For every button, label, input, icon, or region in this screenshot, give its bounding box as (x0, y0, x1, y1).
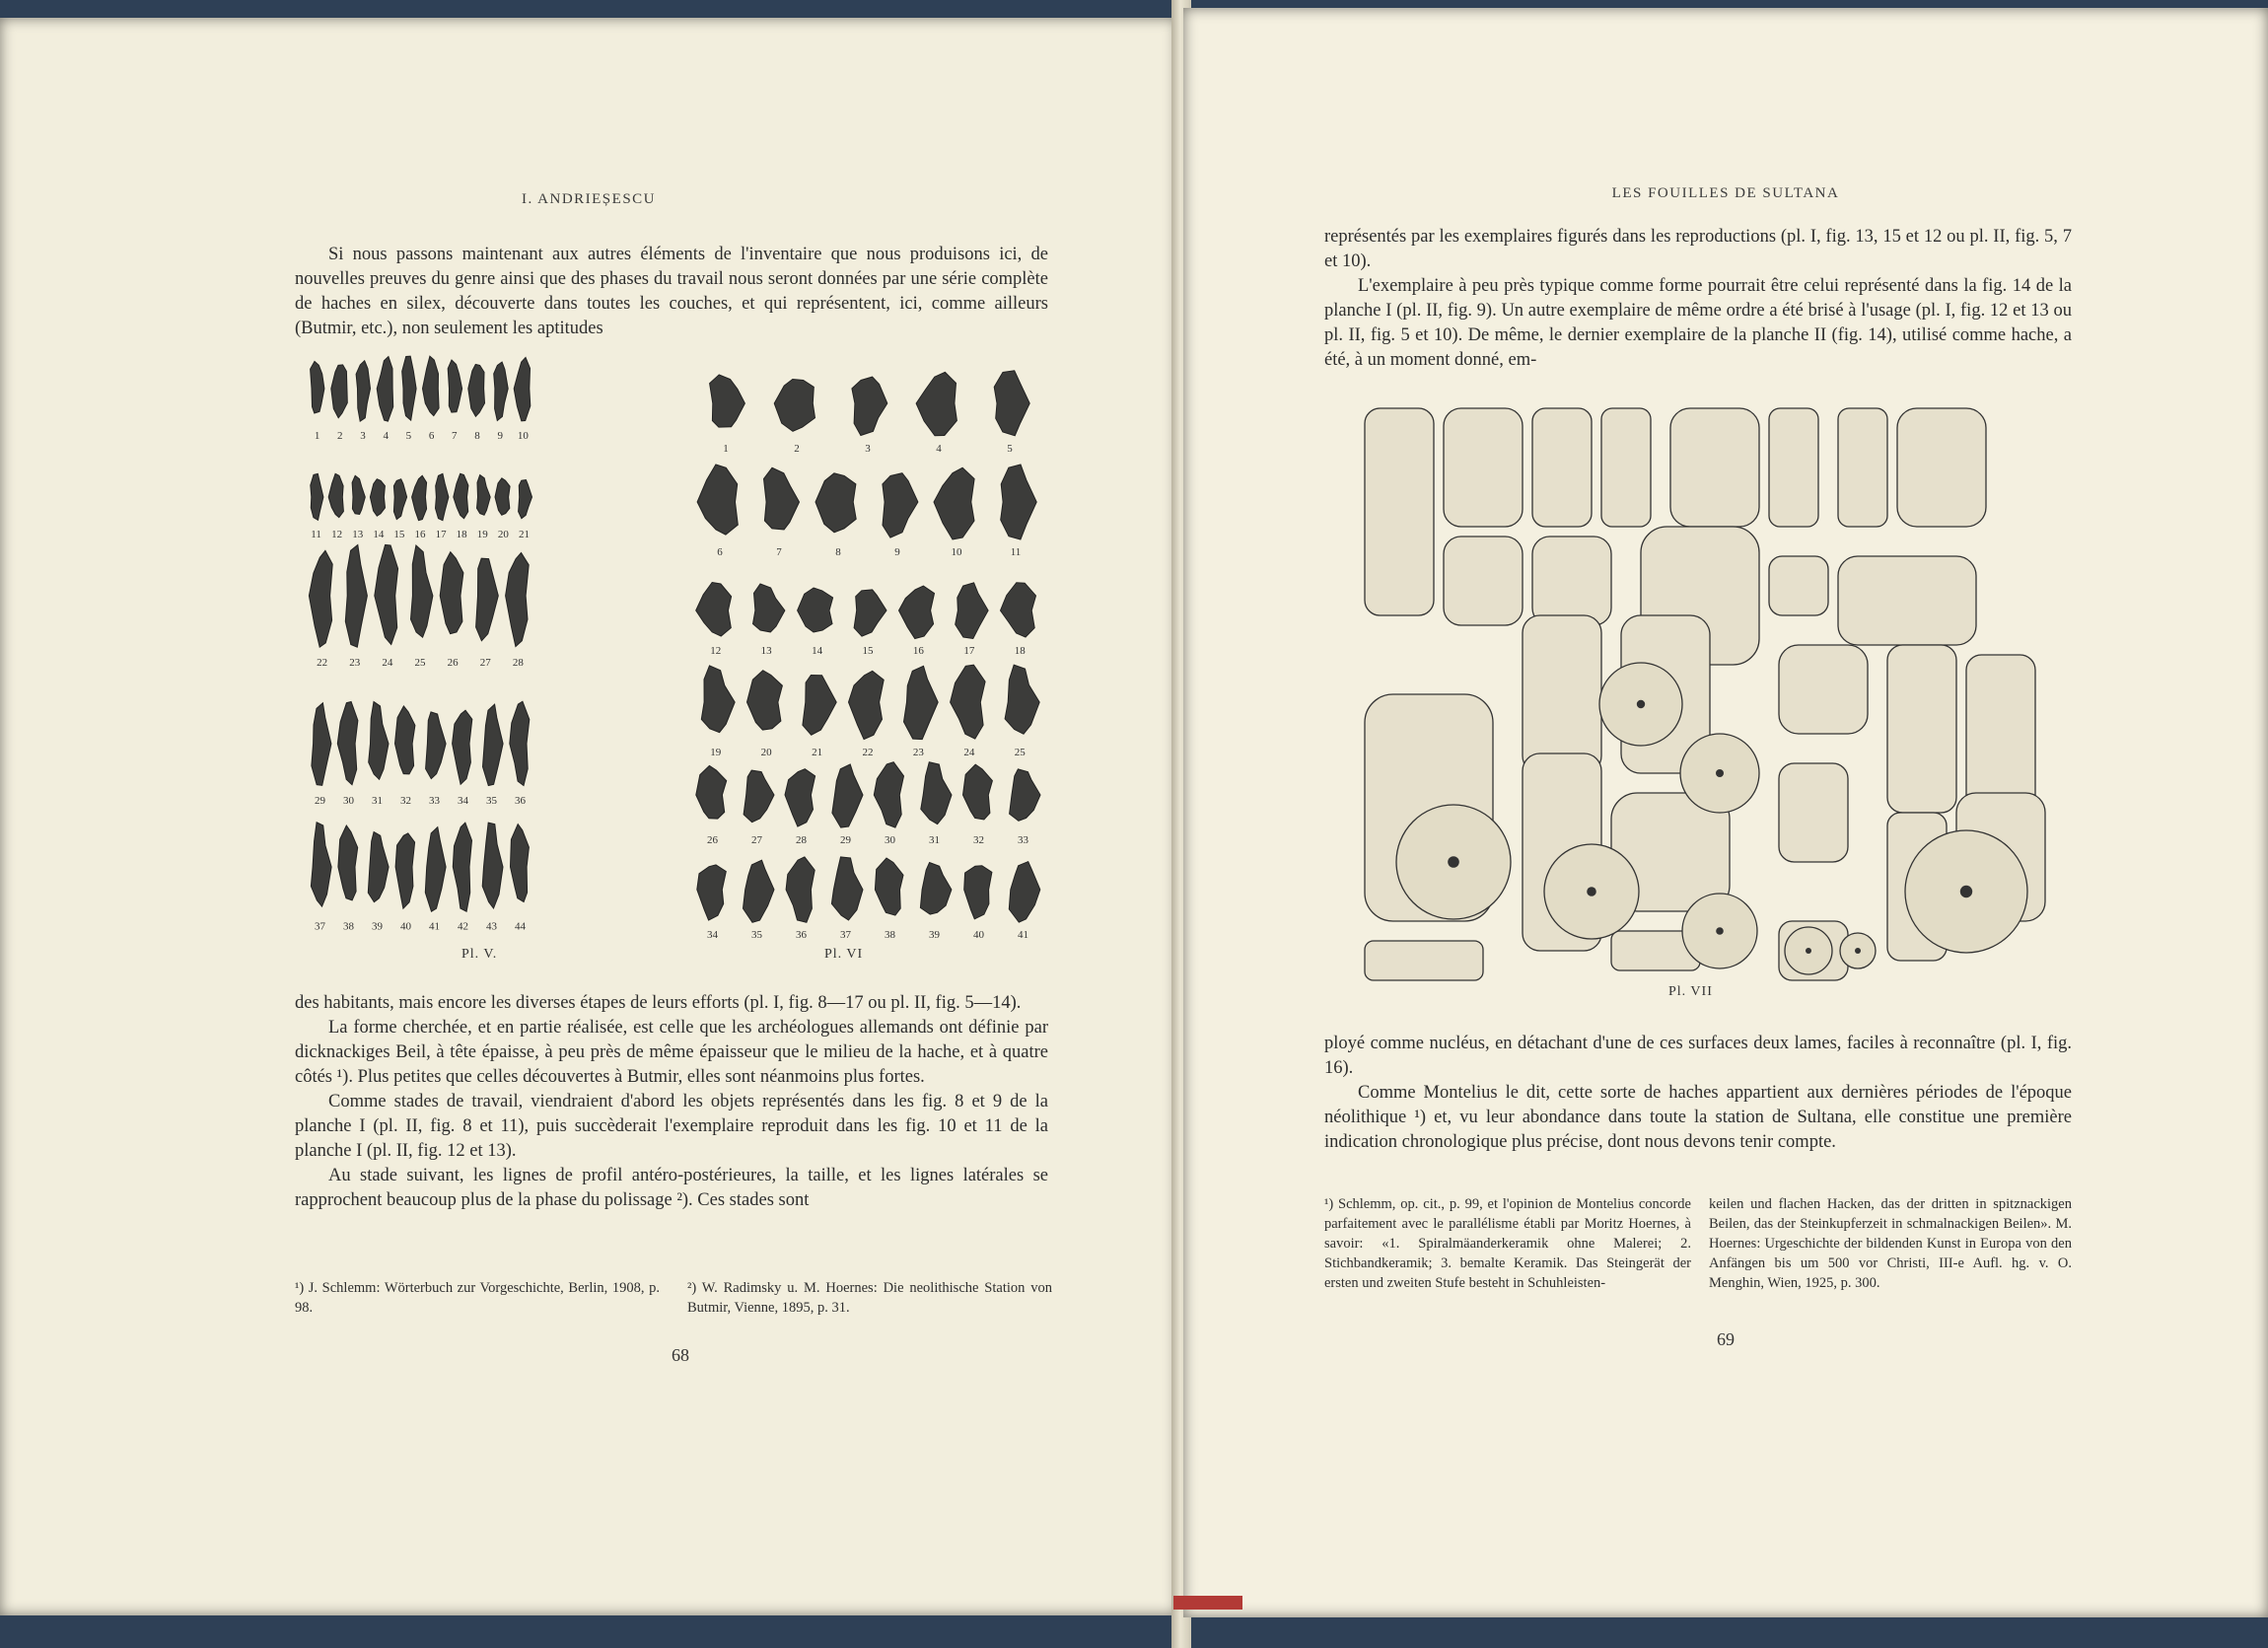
paragraph-intro: Si nous passons maintenant aux autres éléments de l'inventaire que nous produisons ici, de nouvelles preuves du genre ainsi que des phases du travail nous seront données par une série complète de haches en silex, découverte dans toutes les couches, et qui représentent, ici, comme ailleurs (Butmir, etc.), non seulement les aptitudes (295, 245, 1048, 338)
plate-v-tool (495, 478, 510, 516)
plate-vi-figure-label: 1 (723, 443, 729, 455)
plate-v-tool (311, 823, 331, 906)
plate-vii-tool (1779, 645, 1868, 734)
plate-v-figure-label: 28 (512, 657, 524, 669)
plate-vii-caption: Pl. VII (1668, 984, 1713, 999)
binding-tape (1173, 1596, 1242, 1610)
plate-vi-tool (696, 765, 727, 819)
plate-v-figure-label: 4 (383, 430, 389, 442)
running-head: LES FOUILLES DE SULTANA (1611, 185, 1840, 201)
plate-vi-tool (753, 584, 785, 632)
plate-vi-tool (964, 866, 992, 919)
left-page (0, 18, 1177, 1615)
plate-vii-tool (1769, 556, 1828, 615)
plate-vi-figure-label: 16 (912, 645, 924, 657)
plate-vi (696, 371, 1040, 941)
plate-vi-figure-label: 4 (936, 443, 942, 455)
plate-v-vi-figure (296, 349, 1055, 961)
plate-vi-figure-label: 22 (862, 747, 874, 758)
plate-vi-tool (697, 465, 738, 535)
plate-vii-tool (1365, 941, 1483, 980)
plate-vi-figure-label: 31 (929, 834, 940, 846)
plate-vi-tool (1001, 465, 1036, 539)
plate-v-tool (395, 833, 415, 908)
paragraph-intro: représentés par les exemplaires figurés dans les reproductions (pl. I, fig. 13, 15 et 12 ou pl. II, fig. 5, 7 et 10). L'exemplaire à peu près typique comme forme pourrait être celui représenté dans la fig. 14 de la planche I (pl. II, fig. 9). Un autre exemplaire de même ordre a été brisé à l'usage (pl. I, fig. 12 et 13 ou pl. II, fig. 5 et 10). De même, le dernier exemplaire de la planche II (fig. 14), utilisé comme hache, a été, à un moment donné, em- (1324, 227, 2072, 370)
plate-v-tool (511, 824, 530, 902)
plate-v-figure-label: 30 (343, 795, 354, 807)
right-page (1183, 8, 2268, 1617)
plate-v-tool (393, 479, 406, 520)
plate-v-tool (440, 552, 463, 634)
footnote-2: ²) W. Radimsky u. M. Hoernes: Die neolithische Station von Butmir, Vienne, 1895, p. 31. (687, 1280, 1052, 1316)
plate-v-tool (448, 360, 461, 412)
plate-v-tool (510, 701, 530, 785)
plate-vi-figure-label: 20 (760, 747, 772, 758)
plate-vii-tool (1887, 645, 1956, 813)
plate-v-figure-label: 43 (486, 920, 497, 933)
plate-vi-figure-label: 19 (710, 747, 722, 758)
plate-v-figure-label: 33 (429, 795, 440, 807)
plate-v-figure-label: 16 (414, 529, 426, 540)
footnote-1: ¹) J. Schlemm: Wörterbuch zur Vorgeschichte, Berlin, 1908, p. 98. (295, 1280, 660, 1316)
plate-vi-figure-label: 37 (840, 929, 851, 941)
plate-vi-figure-label: 25 (1014, 747, 1026, 758)
plate-vi-figure-label: 14 (812, 645, 823, 657)
plate-v-figure-label: 22 (317, 657, 328, 669)
plate-vi-tool (744, 770, 774, 823)
plate-vi-figure-label: 9 (894, 546, 900, 558)
plate-vi-tool (764, 467, 800, 530)
plate-v-tool (477, 475, 491, 516)
plate-vii (1345, 398, 2055, 984)
plate-v-figure-label: 19 (476, 529, 488, 540)
text-body: des habitants, mais encore les diverses étapes de leurs efforts (pl. I, fig. 8—17 ou pl. II, fig. 5—14). La forme cherchée, et en partie réalisée, est celle que les archéologues allemands ont définie par dicknackiges Beil, à tête épaisse, à peu près de même épaisseur que le milieu de la hache, et à quatre côtés ¹). Plus petites que celles découvertes à Butmir, elles sont néanmoins plus fortes. Comme stades de travail, viendraient d'abord les objets représentés dans les fig. 8 et 9 de la planche I (pl. II, fig. 8 et 11), puis succèderait l'exemplaire reproduit dans les fig. 10 et 11 de la planche I (pl. II, fig. 12 et 13). Au stade suivant, les lignes de profil antéro-postérieures, la taille, et les lignes latérales se rapprochent beaucoup plus de la phase du polissage ²). Ces stades sont (295, 993, 1048, 1210)
plate-vi-tool (963, 764, 993, 820)
plate-vi-figure-label: 39 (929, 929, 940, 941)
plate-v-figure-label: 6 (428, 430, 435, 442)
plate-vi-tool (921, 762, 952, 824)
plate-v-figure-label: 27 (479, 657, 491, 669)
plate-v-tool (311, 361, 324, 413)
plate-vi-tool (701, 666, 735, 733)
plate-vi-tool (831, 857, 863, 920)
plate-vi-tool (774, 380, 815, 432)
plate-vi-figure-label: 2 (794, 443, 800, 455)
plate-v (309, 356, 532, 932)
plate-v-figure-label: 24 (382, 657, 393, 669)
plate-v-tool (369, 702, 389, 780)
plate-vi-figure-label: 34 (707, 929, 718, 941)
plate-vi-tool (1005, 665, 1039, 734)
text-body: ployé comme nucléus, en détachant d'une de ces surfaces deux lames, faciles à reconnaître (pl. I, fig. 16). Comme Montelius le dit, cette sorte de haches appartient aux dernières périodes de l'époque néolithique ¹) et, vu leur abondance dans toute la station de Sultana, elle constitue une première indication chronologique plus précise, dont nous devons tenir compte. (1324, 1034, 2072, 1152)
plate-v-tool (468, 365, 485, 417)
plate-v-figure-label: 26 (447, 657, 459, 669)
plate-vi-caption: Pl. VI (824, 947, 864, 962)
plate-v-figure-label: 38 (343, 920, 354, 933)
plate-vi-tool (785, 769, 815, 826)
plate-vi-tool (747, 671, 783, 730)
plate-vii-tool (1670, 408, 1759, 527)
plate-vi-tool (904, 666, 939, 739)
plate-v-figure-label: 18 (456, 529, 467, 540)
plate-v-figure-label: 8 (474, 430, 480, 442)
plate-vii-tool (1897, 408, 1986, 527)
plate-v-tool (436, 473, 449, 520)
plate-v-figure-label: 9 (497, 430, 503, 442)
plate-v-tool (506, 553, 530, 647)
plate-v-tool (375, 544, 398, 644)
plate-v-tool (311, 473, 323, 520)
plate-v-tool (454, 473, 468, 518)
plate-v-figure-label: 23 (349, 657, 361, 669)
plate-v-tool (482, 823, 503, 908)
plate-vii-disc-hole (1716, 927, 1724, 935)
plate-v-tool (453, 710, 472, 784)
plate-vi-tool (1009, 862, 1040, 923)
plate-v-tool (514, 357, 531, 420)
plate-v-figure-label: 31 (372, 795, 383, 807)
plate-vi-tool (852, 377, 887, 435)
plate-vi-figure-label: 33 (1018, 834, 1028, 846)
plate-vi-figure-label: 15 (862, 645, 874, 657)
plate-v-figure-label: 21 (518, 529, 530, 540)
plate-v-tool (411, 545, 433, 637)
plate-vii-tool (1838, 556, 1976, 645)
plate-v-tool (377, 357, 393, 422)
plate-vi-figure-label: 18 (1014, 645, 1026, 657)
page-number: 69 (1717, 1329, 1735, 1349)
plate-vi-tool (994, 371, 1029, 436)
plate-v-figure-label: 2 (337, 430, 343, 442)
plate-vi-tool (875, 858, 903, 915)
plate-vii-disc-hole (1587, 887, 1596, 896)
plate-v-tool (331, 365, 348, 418)
running-head: I. ANDRIEȘESCU (521, 191, 656, 207)
plate-vi-figure-label: 32 (973, 834, 984, 846)
plate-vi-figure-label: 10 (951, 546, 962, 558)
plate-v-caption: Pl. V. (461, 947, 498, 962)
plate-v-tool (453, 823, 471, 911)
plate-vii-disc-hole (1855, 948, 1861, 954)
plate-v-tool (494, 362, 509, 420)
plate-vii-tool (1779, 763, 1848, 862)
plate-vii-disc-hole (1960, 886, 1972, 897)
plate-vi-tool (951, 665, 986, 739)
plate-v-figure-label: 32 (400, 795, 411, 807)
plate-vi-tool (815, 473, 856, 533)
plate-v-figure-label: 39 (372, 920, 383, 933)
plate-vii-disc-hole (1806, 948, 1811, 954)
plate-vii-disc-hole (1637, 700, 1645, 708)
plate-v-figure-label: 3 (360, 430, 366, 442)
plate-vi-figure-label: 35 (751, 929, 762, 941)
plate-vi-tool (849, 671, 885, 739)
plate-v-tool (345, 544, 367, 647)
plate-v-tool (328, 473, 343, 517)
plate-vi-figure-label: 6 (717, 546, 723, 558)
plate-vii-tool (1365, 408, 1434, 615)
plate-vi-figure-label: 30 (885, 834, 895, 846)
footnote-1-continued: keilen und flachen Hacken, das der dritten in spitznackigen Beilen, das der Steinkupferzeit in schmalnackigen Beilen». M. Hoernes: Urgeschichte der bildenden Kunst in Europa von den Anfängen bis um 500 vor Christi, III-e Aufl. hg. v. O. Menghin, Wien, 1925, p. 300. (1709, 1196, 2072, 1291)
plate-vi-figure-label: 13 (760, 645, 772, 657)
plate-v-tool (356, 361, 370, 421)
plate-vi-tool (956, 583, 988, 639)
plate-v-tool (368, 832, 389, 902)
plate-vi-figure-label: 28 (796, 834, 807, 846)
plate-vii-tool (1769, 408, 1818, 527)
plate-vii-tool (1838, 408, 1887, 527)
plate-vii-tool (1966, 655, 2035, 813)
plate-v-tool (402, 356, 416, 420)
plate-vi-figure-label: 8 (835, 546, 841, 558)
plate-v-figure-label: 15 (393, 529, 405, 540)
plate-vii-tool (1523, 615, 1601, 773)
plate-vi-tool (798, 588, 833, 632)
plate-vi-tool (697, 865, 727, 920)
plate-vi-tool (1010, 769, 1040, 821)
plate-v-tool (309, 550, 332, 647)
plate-vi-tool (916, 372, 957, 435)
plate-v-figure-label: 35 (486, 795, 497, 807)
plate-v-figure-label: 42 (458, 920, 468, 933)
plate-vi-tool (934, 467, 974, 539)
plate-vi-figure-label: 11 (1010, 546, 1022, 558)
plate-v-figure-label: 44 (515, 920, 526, 933)
plate-vi-figure-label: 23 (912, 747, 924, 758)
plate-v-tool (338, 825, 358, 900)
plate-v-figure-label: 11 (311, 529, 321, 540)
plate-v-figure-label: 41 (429, 920, 440, 933)
plate-v-figure-label: 36 (515, 795, 526, 807)
plate-v-tool (370, 479, 385, 517)
plate-vi-figure-label: 3 (865, 443, 871, 455)
plate-v-figure-label: 17 (435, 529, 447, 540)
plate-v-figure-label: 34 (458, 795, 468, 807)
plate-vi-tool (854, 590, 886, 636)
plate-vi-figure-label: 24 (963, 747, 975, 758)
plate-v-figure-label: 25 (414, 657, 426, 669)
plate-v-figure-label: 14 (373, 529, 385, 540)
plate-vii-figure (1345, 398, 2055, 984)
plate-vii-disc-hole (1716, 769, 1724, 777)
plate-vii-disc-hole (1448, 856, 1459, 868)
plate-v-figure-label: 13 (352, 529, 364, 540)
plate-v-figure-label: 29 (315, 795, 325, 807)
plate-vi-figure-label: 40 (973, 929, 984, 941)
plate-v-figure-label: 5 (405, 430, 412, 442)
plate-vii-tool (1601, 408, 1651, 527)
plate-v-tool (483, 704, 504, 785)
plate-vi-tool (786, 857, 815, 922)
plate-v-tool (423, 356, 440, 415)
plate-v-tool (312, 703, 331, 786)
plate-vi-figure-label: 21 (812, 747, 823, 758)
plate-vii-tool (1532, 537, 1611, 625)
plate-vi-tool (899, 586, 935, 638)
plate-v-tool (425, 827, 446, 912)
plate-vi-tool (803, 676, 836, 736)
page-number: 68 (672, 1345, 689, 1365)
plate-vi-figure-label: 5 (1007, 443, 1013, 455)
plate-vii-tool (1532, 408, 1592, 527)
plate-v-tool (476, 558, 499, 641)
plate-vi-tool (696, 583, 732, 637)
plate-vi-figure-label: 26 (707, 834, 718, 846)
plate-vi-tool (1001, 583, 1036, 637)
plate-vi-figure-label: 12 (710, 645, 722, 657)
plate-v-tool (412, 475, 427, 520)
plate-v-figure-label: 1 (314, 430, 320, 442)
footnote-1: ¹) Schlemm, op. cit., p. 99, et l'opinion de Montelius concorde parfaitement avec le parallélisme établi par Moritz Hoernes, à savoir: «1. Spiralmäanderkeramik ohne Malerei; 2. Stichbandkeramik; 3. bemalte Keramik. Das Steingerät der ersten und zweiten Stufe besteht in Schuhleisten- (1324, 1196, 1691, 1291)
plate-v-tool (519, 480, 532, 519)
plate-v-figure-label: 20 (497, 529, 509, 540)
plate-vi-figure-label: 36 (796, 929, 807, 941)
plate-vi-tool (710, 375, 745, 427)
plate-vi-figure-label: 41 (1018, 929, 1028, 941)
plate-vi-figure-label: 17 (963, 645, 975, 657)
plate-v-tool (395, 706, 415, 774)
plate-v-figure-label: 10 (517, 430, 529, 442)
plate-vi-tool (883, 473, 918, 537)
plate-vi-tool (744, 860, 775, 922)
plate-v-tool (426, 712, 447, 779)
plate-vii-tool (1444, 408, 1523, 527)
plate-vi-tool (874, 762, 903, 827)
plate-vi-tool (832, 764, 863, 827)
plate-vi-figure-label: 29 (840, 834, 851, 846)
plate-vi-figure-label: 27 (751, 834, 762, 846)
plate-v-figure-label: 40 (400, 920, 411, 933)
plate-v-tool (352, 475, 365, 514)
plate-v-figure-label: 12 (331, 529, 343, 540)
plate-vii-tool (1444, 537, 1523, 625)
plate-v-figure-label: 37 (315, 920, 325, 933)
plate-vi-figure-label: 38 (885, 929, 895, 941)
plate-v-tool (337, 702, 358, 785)
plate-vi-tool (920, 863, 952, 915)
plate-v-figure-label: 7 (452, 430, 458, 442)
plate-vi-figure-label: 7 (776, 546, 782, 558)
